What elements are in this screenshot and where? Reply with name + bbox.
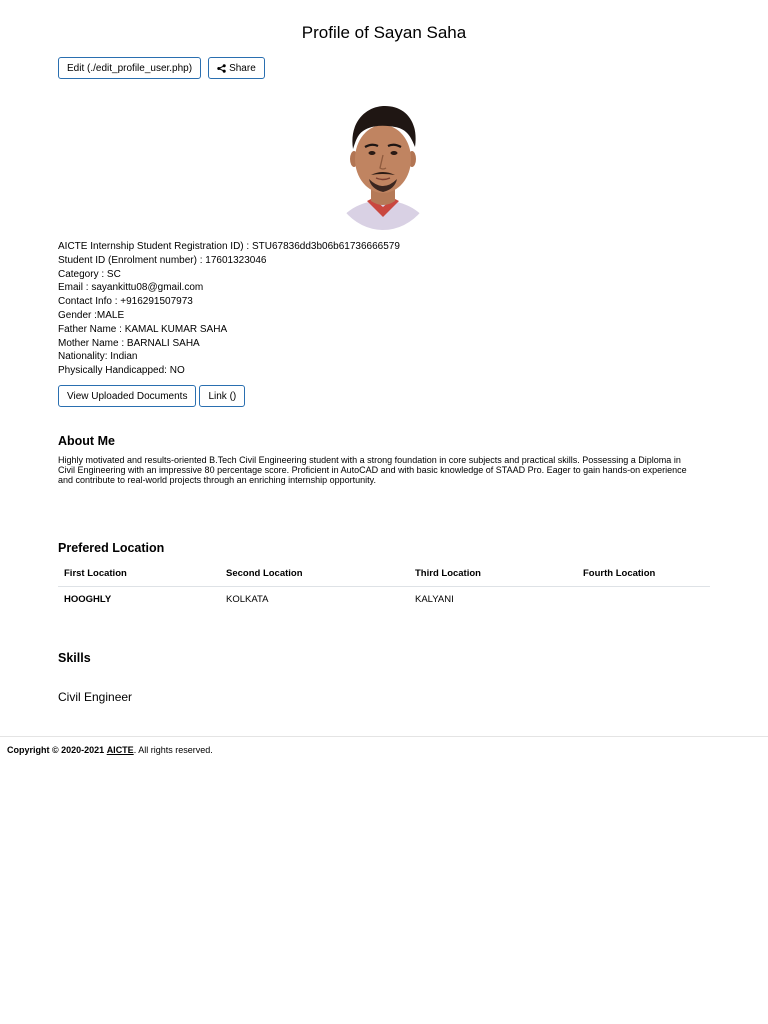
third-location: KALYANI [415, 594, 454, 605]
profile-details [58, 240, 400, 378]
email: Email : sayankittu08@gmail.com [58, 282, 204, 294]
rights-text: . All rights reserved. [133, 745, 213, 755]
aicte-link[interactable]: AICTE [106, 745, 134, 755]
fourth-location [577, 587, 710, 613]
nationality: Nationality: Indian [58, 351, 138, 363]
student-id: Student ID (Enrolment number) : 17601323046 [58, 254, 267, 266]
share-button[interactable] [208, 57, 265, 79]
first-location: HOOGHLY [64, 594, 112, 605]
view-documents-button[interactable]: View Uploaded Documents [58, 385, 196, 407]
location-heading: Prefered Location [58, 541, 165, 555]
page-title: Profile of Sayan Saha [301, 23, 467, 42]
share-label: Share [229, 62, 256, 74]
mother-name: Mother Name : BARNALI SAHA [58, 337, 200, 349]
table-header-row [58, 563, 710, 587]
skill-item: Civil Engineer [58, 690, 133, 704]
gender: Gender :MALE [58, 309, 125, 321]
second-location: KOLKATA [226, 594, 269, 605]
document-actions [58, 385, 245, 407]
about-text: Highly motivated and results-oriented B.Tech Civil Engineering student with a strong foundation in core subjects and practical skills. Possessing a Diploma in Civil Engineering with an impressive 80 percentage score. Proficient in AutoCAD and with basic knowledge of STAAD Pro. Eager to gain hands-on experience and contribute to real-world projects through an enriching internship opportunity. [58, 455, 687, 485]
footer [0, 736, 768, 763]
header-first-location: First Location [58, 563, 220, 587]
copyright-text: Copyright © 2020-2021 [7, 745, 105, 755]
contact-info: Contact Info : +916291507973 [58, 296, 193, 308]
physically-handicapped: Physically Handicapped: NO [58, 365, 185, 377]
edit-profile-button[interactable]: Edit (./edit_profile_user.php) [58, 57, 201, 79]
header-fourth-location: Fourth Location [577, 563, 710, 587]
father-name: Father Name : KAMAL KUMAR SAHA [58, 323, 228, 335]
skills-heading: Skills [58, 651, 91, 665]
location-table [58, 563, 710, 612]
profile-actions [58, 57, 265, 79]
share-icon [217, 64, 226, 73]
table-row [58, 587, 710, 613]
about-heading: About Me [58, 434, 115, 448]
header-second-location: Second Location [220, 563, 409, 587]
link-button[interactable]: Link () [199, 385, 245, 407]
category: Category : SC [58, 268, 121, 280]
registration-id: AICTE Internship Student Registration ID) : STU67836dd3b06b61736666579 [58, 241, 400, 252]
avatar [327, 97, 439, 231]
header-third-location: Third Location [409, 563, 577, 587]
